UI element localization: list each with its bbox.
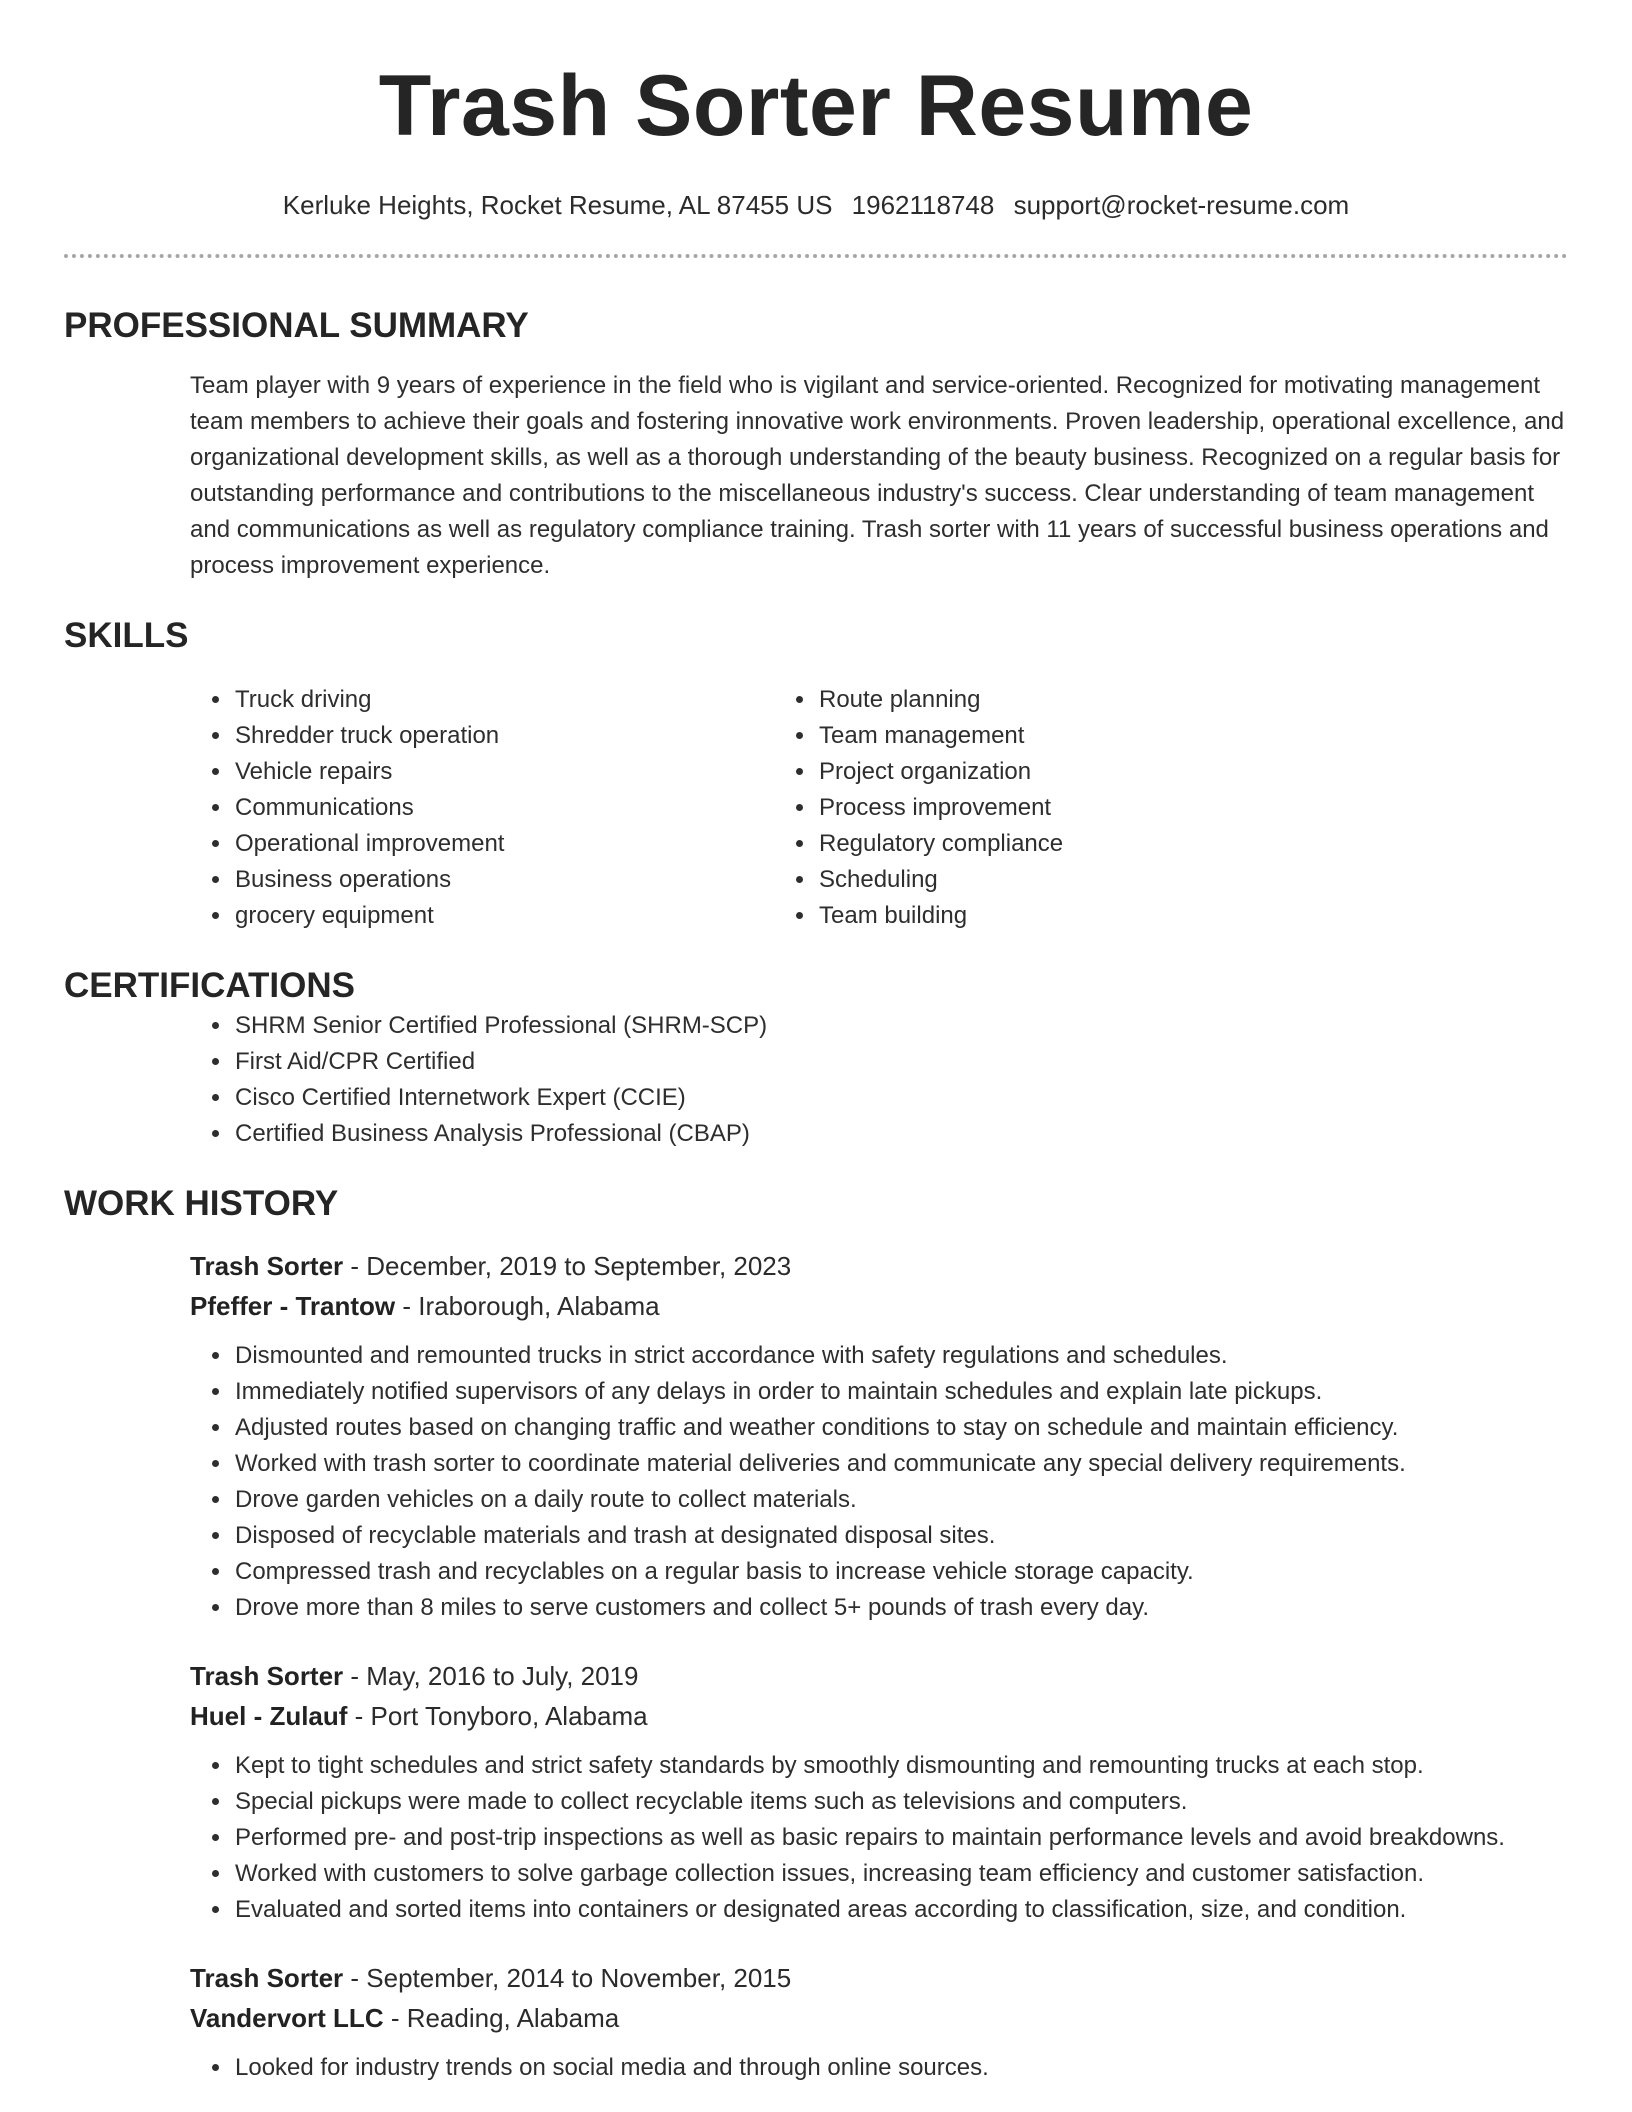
section-title-work-history: WORK HISTORY [64,1184,339,1223]
job-bullet: • Adjusted routes based on changing traffic and weather conditions to stay on schedule and maintain efficiency. [233,1410,1568,1446]
job-bullet: • Disposed of recyclable materials and trash at designated disposal sites. [233,1518,1568,1554]
job-bullets [190,1338,1568,1626]
job-entry [190,1958,1568,2086]
header-divider [64,254,1568,258]
job-role-line [190,1656,1568,1696]
job-role: Trash Sorter [190,1661,344,1691]
certification-item: • Cisco Certified Internetwork Expert (CCIE) [233,1080,1568,1116]
job-entry [190,1246,1568,1626]
job-location: - Reading, Alabama [383,2003,620,2033]
job-bullet: • Evaluated and sorted items into containers or designated areas according to classification, size, and condition. [233,1892,1568,1928]
job-location: - Iraborough, Alabama [395,1291,660,1321]
certification-item: • Certified Business Analysis Professional (CBAP) [233,1116,1568,1152]
skill-item: • Scheduling [817,862,1063,898]
skill-item: • Team building [817,898,1063,934]
skill-item: • Shredder truck operation [233,718,743,754]
job-bullet: • Performed pre- and post-trip inspections as well as basic repairs to maintain performance levels and avoid breakdowns. [233,1820,1568,1856]
job-bullet: • Compressed trash and recyclables on a regular basis to increase vehicle storage capacity. [233,1554,1568,1590]
job-dates: - May, 2016 to July, 2019 [343,1661,639,1691]
contact-phone: 1962118748 [851,190,995,220]
job-company: Vandervort LLC [190,2003,384,2033]
skill-item: • Business operations [233,862,743,898]
job-company-line [190,1696,1568,1736]
certification-item: • First Aid/CPR Certified [233,1044,1568,1080]
job-role-line [190,1246,1568,1286]
job-bullet: • Drove more than 8 miles to serve customers and collect 5+ pounds of trash every day. [233,1590,1568,1626]
summary-text: Team player with 9 years of experience in the field who is vigilant and service-oriented. Recognized for motivating management team members to achieve their goals and fostering innovative work environments. Proven leadership, operational excellence, and organizational development skills, as well as a thorough understanding of the beauty business. Recognized on a regular basis for outstanding performance and contributions to the miscellaneous industry's success. Clear understanding of team management and communications as well as regulatory compliance training. Trash sorter with 11 years of successful business operations and process improvement experience. [190,372,1565,579]
skill-item: • Project organization [817,754,1063,790]
job-bullet: • Kept to tight schedules and strict safety standards by smoothly dismounting and remounting trucks at each stop. [233,1748,1568,1784]
job-role: Trash Sorter [190,1963,344,1993]
skill-item: • Communications [233,790,743,826]
skill-item: • Route planning [817,682,1063,718]
section-title-certifications: CERTIFICATIONS [64,966,356,1005]
resume-title: Trash Sorter Resume [378,58,1254,154]
skills-list-left [64,682,743,934]
job-company: Pfeffer - Trantow [190,1291,396,1321]
skills-columns [64,682,1568,934]
skill-item: • Vehicle repairs [233,754,743,790]
skill-item: • Operational improvement [233,826,743,862]
job-bullet: • Looked for industry trends on social media and through online sources. [233,2050,1568,2086]
job-dates: - December, 2019 to September, 2023 [343,1251,792,1281]
job-role: Trash Sorter [190,1251,344,1281]
job-company: Huel - Zulauf [190,1701,348,1731]
job-bullet: • Worked with customers to solve garbage collection issues, increasing team efficiency and customer satisfaction. [233,1856,1568,1892]
job-bullets [190,2050,1568,2086]
skills-list-right [743,682,1063,934]
skill-item: • Process improvement [817,790,1063,826]
job-bullet: • Drove garden vehicles on a daily route to collect materials. [233,1482,1568,1518]
job-entry [190,1656,1568,1928]
job-bullet: • Dismounted and remounted trucks in strict accordance with safety regulations and schedules. [233,1338,1568,1374]
job-role-line [190,1958,1568,1998]
contact-email: support@rocket-resume.com [1013,190,1350,220]
contact-address: Kerluke Heights, Rocket Resume, AL 87455 US [282,190,833,220]
job-bullets [190,1748,1568,1928]
section-title-skills: SKILLS [64,616,189,655]
job-bullet: • Special pickups were made to collect recyclable items such as televisions and computers. [233,1784,1568,1820]
job-location: - Port Tonyboro, Alabama [347,1701,648,1731]
resume-page [64,0,1568,2086]
skill-item: • grocery equipment [233,898,743,934]
skill-item: • Regulatory compliance [817,826,1063,862]
skill-item: • Truck driving [233,682,743,718]
skill-item: • Team management [817,718,1063,754]
job-bullet: • Worked with trash sorter to coordinate material deliveries and communicate any special delivery requirements. [233,1446,1568,1482]
job-company-line [190,1286,1568,1326]
section-title-summary: PROFESSIONAL SUMMARY [64,306,529,345]
contact-line [64,188,1568,222]
certification-item: • SHRM Senior Certified Professional (SHRM-SCP) [233,1008,1568,1044]
job-bullet: • Immediately notified supervisors of any delays in order to maintain schedules and explain late pickups. [233,1374,1568,1410]
job-dates: - September, 2014 to November, 2015 [343,1963,792,1993]
job-company-line [190,1998,1568,2038]
certifications-list [64,1008,1568,1152]
